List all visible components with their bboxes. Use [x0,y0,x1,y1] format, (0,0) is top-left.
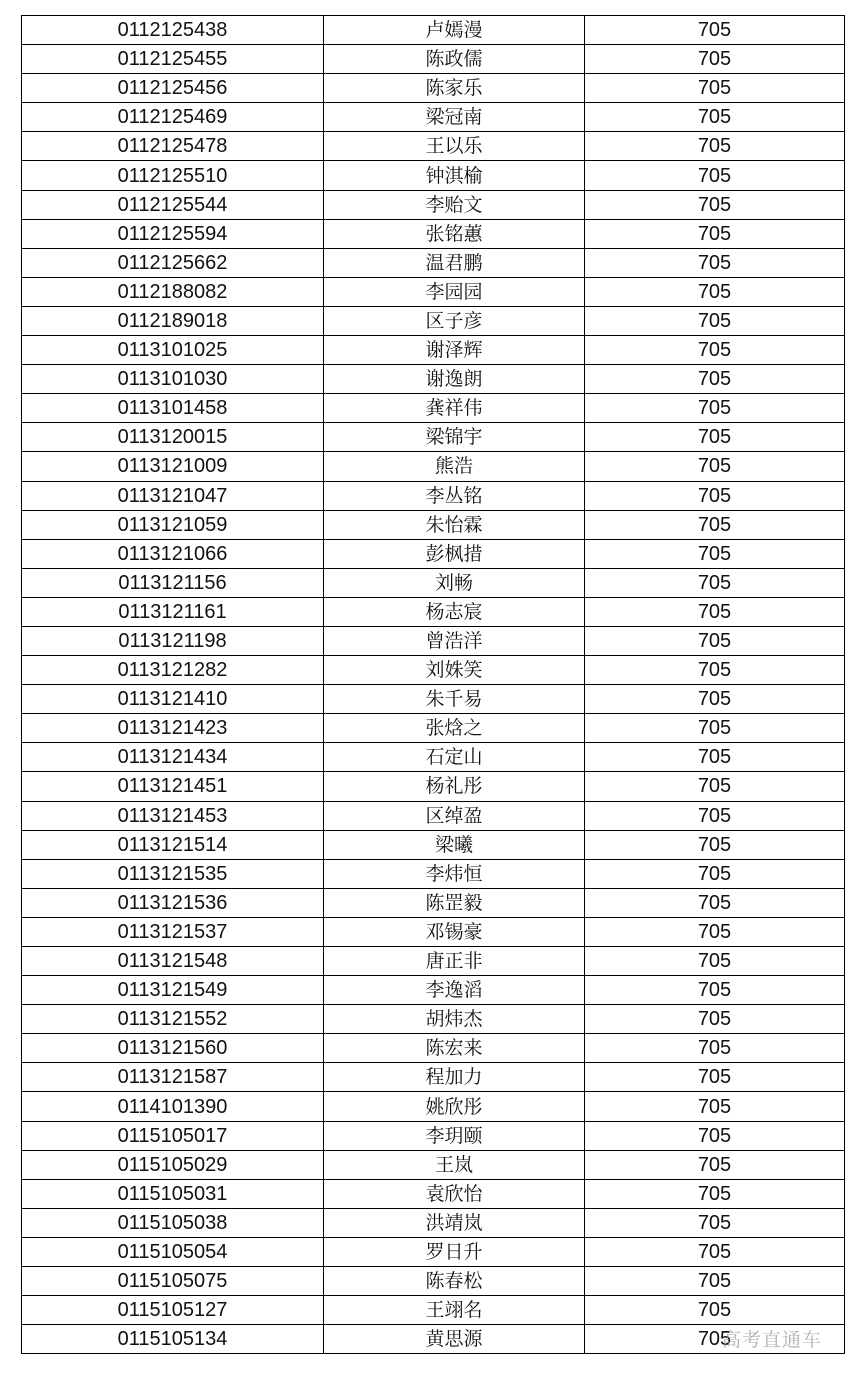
student-name-cell: 谢逸朗 [324,365,585,394]
student-name-cell: 李炜恒 [324,859,585,888]
student-id-cell: 0113121548 [22,947,324,976]
student-id-cell: 0113101030 [22,365,324,394]
student-name-cell: 王翊名 [324,1296,585,1325]
student-name-cell: 杨礼彤 [324,772,585,801]
table-row [22,1121,845,1150]
student-name-cell: 熊浩 [324,452,585,481]
score-cell: 705 [585,830,845,859]
student-id-cell: 0115105029 [22,1150,324,1179]
student-name-cell: 胡炜杰 [324,1005,585,1034]
score-cell: 705 [585,336,845,365]
table-row [22,888,845,917]
student-id-cell: 0112125456 [22,74,324,103]
student-id-cell: 0113121066 [22,539,324,568]
student-name-cell: 朱怡霖 [324,510,585,539]
score-cell: 705 [585,481,845,510]
student-id-cell: 0115105127 [22,1296,324,1325]
student-id-cell: 0112125438 [22,16,324,45]
student-id-cell: 0113121535 [22,859,324,888]
student-name-cell: 程加力 [324,1063,585,1092]
student-id-cell: 0113121047 [22,481,324,510]
table-row [22,365,845,394]
score-cell: 705 [585,161,845,190]
score-cell: 705 [585,656,845,685]
student-name-cell: 姚欣彤 [324,1092,585,1121]
student-name-cell: 王岚 [324,1150,585,1179]
score-cell: 705 [585,394,845,423]
table-row [22,859,845,888]
student-id-cell: 0113121156 [22,568,324,597]
student-name-cell: 唐正非 [324,947,585,976]
student-name-cell: 洪靖岚 [324,1208,585,1237]
student-name-cell: 温君鹏 [324,248,585,277]
score-cell: 705 [585,190,845,219]
score-cell: 705 [585,510,845,539]
table-row [22,481,845,510]
student-name-cell: 邓锡豪 [324,917,585,946]
student-name-cell: 钟淇榆 [324,161,585,190]
student-id-cell: 0113121453 [22,801,324,830]
score-cell: 705 [585,306,845,335]
table-row [22,656,845,685]
table-row [22,103,845,132]
student-id-cell: 0112125455 [22,45,324,74]
student-id-cell: 0113121451 [22,772,324,801]
table-row [22,423,845,452]
table-row [22,161,845,190]
table-row [22,1034,845,1063]
score-cell: 705 [585,917,845,946]
student-id-cell: 0112125510 [22,161,324,190]
student-name-cell: 陈家乐 [324,74,585,103]
student-id-cell: 0113121552 [22,1005,324,1034]
student-id-cell: 0113121587 [22,1063,324,1092]
student-name-cell: 陈政儒 [324,45,585,74]
score-cell: 705 [585,539,845,568]
table-row [22,190,845,219]
student-id-cell: 0115105134 [22,1325,324,1354]
score-cell: 705 [585,859,845,888]
student-name-cell: 石定山 [324,743,585,772]
student-id-cell: 0115105038 [22,1208,324,1237]
score-cell: 705 [585,597,845,626]
student-name-cell: 卢嫣漫 [324,16,585,45]
student-id-cell: 0113101025 [22,336,324,365]
table-row [22,1150,845,1179]
student-id-cell: 0112125594 [22,219,324,248]
student-id-cell: 0113121282 [22,656,324,685]
student-id-cell: 0113121537 [22,917,324,946]
score-cell: 705 [585,947,845,976]
score-table-container [21,15,844,1354]
student-name-cell: 陈春松 [324,1267,585,1296]
table-row [22,1063,845,1092]
score-cell: 705 [585,1063,845,1092]
score-cell: 705 [585,132,845,161]
student-name-cell: 罗日升 [324,1237,585,1266]
table-row [22,830,845,859]
student-id-cell: 0113121198 [22,626,324,655]
student-name-cell: 袁欣怡 [324,1179,585,1208]
table-row [22,394,845,423]
student-id-cell: 0113121514 [22,830,324,859]
score-cell: 705 [585,248,845,277]
student-name-cell: 李丛铭 [324,481,585,510]
score-table [21,15,845,1354]
table-row [22,1179,845,1208]
score-cell: 705 [585,1092,845,1121]
student-name-cell: 梁曦 [324,830,585,859]
student-id-cell: 0113121009 [22,452,324,481]
score-table-body [22,16,845,1354]
table-row [22,306,845,335]
student-name-cell: 梁冠南 [324,103,585,132]
table-row [22,1208,845,1237]
table-row [22,45,845,74]
score-cell: 705 [585,1150,845,1179]
student-name-cell: 龚祥伟 [324,394,585,423]
score-cell: 705 [585,219,845,248]
student-id-cell: 0112125478 [22,132,324,161]
student-id-cell: 0113121410 [22,685,324,714]
score-cell: 705 [585,1005,845,1034]
table-row [22,626,845,655]
watermark-text: 高考直通车 [722,1329,823,1351]
student-name-cell: 李园园 [324,277,585,306]
student-id-cell: 0112189018 [22,306,324,335]
score-cell: 705 [585,772,845,801]
table-row [22,917,845,946]
student-name-cell: 区子彦 [324,306,585,335]
table-row [22,597,845,626]
score-cell: 705 [585,45,845,74]
student-id-cell: 0113121560 [22,1034,324,1063]
table-row [22,1237,845,1266]
table-row [22,976,845,1005]
score-cell: 705 [585,1237,845,1266]
table-row [22,16,845,45]
student-name-cell: 谢泽辉 [324,336,585,365]
table-row [22,772,845,801]
student-name-cell: 王以乐 [324,132,585,161]
score-cell: 705 [585,423,845,452]
student-id-cell: 0115105017 [22,1121,324,1150]
student-id-cell: 0113101458 [22,394,324,423]
student-id-cell: 0113121059 [22,510,324,539]
table-row [22,132,845,161]
score-cell: 705 [585,277,845,306]
student-id-cell: 0113120015 [22,423,324,452]
student-id-cell: 0112188082 [22,277,324,306]
score-cell: 705 [585,452,845,481]
score-cell: 705 [585,568,845,597]
score-cell: 705 [585,1296,845,1325]
score-cell: 705 [585,714,845,743]
student-id-cell: 0115105054 [22,1237,324,1266]
student-id-cell: 0113121161 [22,597,324,626]
score-cell: 705 [585,1121,845,1150]
student-name-cell: 区绰盈 [324,801,585,830]
table-row [22,539,845,568]
student-name-cell: 李贻文 [324,190,585,219]
table-row [22,248,845,277]
table-row [22,1267,845,1296]
score-cell: 705 [585,1208,845,1237]
student-name-cell: 刘姝笑 [324,656,585,685]
score-cell: 705 [585,801,845,830]
student-name-cell: 张铭蕙 [324,219,585,248]
student-id-cell: 0113121434 [22,743,324,772]
student-id-cell: 0113121549 [22,976,324,1005]
score-cell: 705 [585,626,845,655]
score-cell: 705 [585,743,845,772]
student-id-cell: 0112125662 [22,248,324,277]
student-name-cell: 陈宏来 [324,1034,585,1063]
table-row [22,277,845,306]
student-name-cell: 杨志宸 [324,597,585,626]
student-id-cell: 0113121423 [22,714,324,743]
score-cell: 705 [585,103,845,132]
student-id-cell: 0115105075 [22,1267,324,1296]
table-row [22,568,845,597]
score-cell: 705 [585,685,845,714]
student-name-cell: 朱千易 [324,685,585,714]
student-name-cell: 刘畅 [324,568,585,597]
student-name-cell: 梁锦宇 [324,423,585,452]
table-row [22,801,845,830]
score-cell: 705 [585,74,845,103]
table-row [22,1296,845,1325]
table-row [22,714,845,743]
table-row [22,947,845,976]
student-id-cell: 0114101390 [22,1092,324,1121]
student-name-cell: 彭枫措 [324,539,585,568]
student-id-cell: 0112125469 [22,103,324,132]
table-row [22,74,845,103]
table-row [22,1092,845,1121]
table-row [22,452,845,481]
table-row [22,743,845,772]
score-cell: 705 [585,1179,845,1208]
student-id-cell: 0112125544 [22,190,324,219]
score-cell: 705 [585,365,845,394]
score-cell: 705 [585,16,845,45]
score-cell: 705 [585,888,845,917]
student-name-cell: 李逸滔 [324,976,585,1005]
student-id-cell: 0115105031 [22,1179,324,1208]
table-row [22,685,845,714]
student-name-cell: 李玥颐 [324,1121,585,1150]
score-cell: 705 [585,1267,845,1296]
student-name-cell: 张焓之 [324,714,585,743]
table-row [22,510,845,539]
table-row [22,336,845,365]
student-id-cell: 0113121536 [22,888,324,917]
score-cell: 705 [585,1034,845,1063]
score-cell: 705 [585,976,845,1005]
student-name-cell: 陈罡毅 [324,888,585,917]
table-row [22,1005,845,1034]
student-name-cell: 黄思源 [324,1325,585,1354]
table-row [22,219,845,248]
score-cell: 705 [585,1325,845,1354]
student-name-cell: 曾浩洋 [324,626,585,655]
